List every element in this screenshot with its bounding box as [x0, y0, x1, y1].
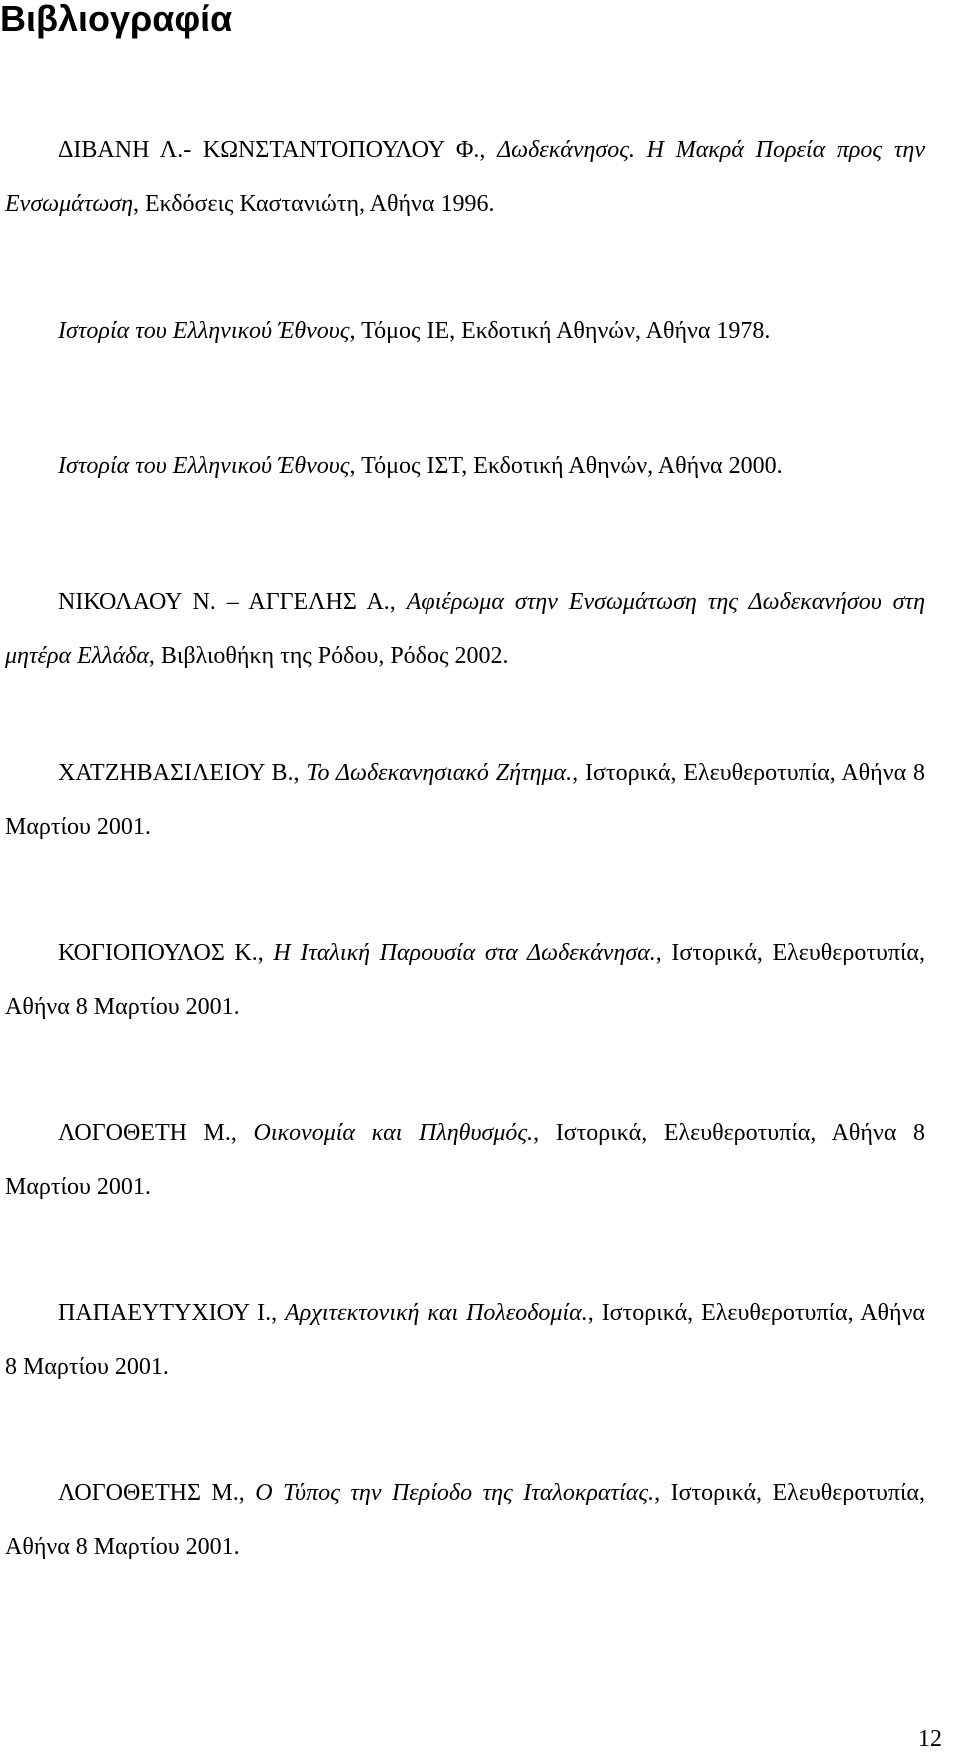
bibliography-entry-3 — [5, 439, 925, 493]
entry-details: , Εκδόσεις Καστανιώτη, Αθήνα 1996. — [133, 191, 495, 217]
bibliography-entry-1 — [5, 123, 925, 231]
bibliography-entry-2 — [5, 304, 925, 358]
entry-title: Η Ιταλική Παρουσία στα Δωδεκάνησα. — [273, 940, 656, 966]
bibliography-entry-5 — [5, 746, 925, 854]
entry-title: Ιστορία του Ελληνικού Έθνους — [58, 318, 350, 344]
entry-author: ΧΑΤΖΗΒΑΣΙΛΕΙΟΥ Β. — [58, 760, 294, 786]
entry-details: , Βιβλιοθήκη της Ρόδου, Ρόδος 2002. — [148, 643, 509, 669]
entry-separator: , — [238, 1480, 256, 1506]
entry-separator: , — [230, 1120, 254, 1146]
entry-author: ΛΟΓΟΘΕΤΗΣ Μ. — [58, 1480, 239, 1506]
bibliography-entry-8 — [5, 1286, 925, 1394]
entry-details: , Τόμος ΙΣΤ, Εκδοτική Αθηνών, Αθήνα 2000. — [349, 453, 783, 479]
entry-details: , Τόμος ΙΕ, Εκδοτική Αθηνών, Αθήνα 1978. — [349, 318, 771, 344]
entry-separator: , — [389, 589, 407, 615]
page-title: Βιβλιογραφία — [0, 0, 233, 39]
entry-title: Οικονομία και Πληθυσμός. — [253, 1120, 534, 1146]
entry-title: Το Δωδεκανησιακό Ζήτημα. — [306, 760, 573, 786]
entry-separator: , — [257, 940, 274, 966]
entry-author: ΝΙΚΟΛΑΟΥ Ν. – ΑΓΓΕΛΗΣ Α. — [58, 589, 390, 615]
entry-details: , Ιστορικά, Ελευθεροτυπία, Αθήνα 8 Μαρτίου 2001. — [5, 940, 925, 1020]
page-number: 12 — [918, 1726, 942, 1752]
bibliography-entry-7 — [5, 1106, 925, 1214]
entry-separator: , — [479, 137, 498, 163]
entry-separator: , — [293, 760, 307, 786]
entry-author: ΚΟΓΙΟΠΟΥΛΟΣ Κ. — [58, 940, 258, 966]
entry-title: Αφιέρωμα στην Ενσωμάτωση της Δωδεκανήσου στη μητέρα Ελλάδα — [5, 589, 925, 669]
entry-author: ΠΑΠΑΕΥΤΥΧΙΟΥ Ι. — [58, 1300, 272, 1326]
entry-details: , Ιστορικά, Ελευθεροτυπία, Αθήνα 8 Μαρτίου 2001. — [5, 760, 925, 840]
bibliography-entry-9 — [5, 1466, 925, 1574]
entry-title: Ιστορία του Ελληνικού Έθνους — [58, 453, 350, 479]
entry-author: ΔΙΒΑΝΗ Λ.- ΚΩΝΣΤΑΝΤΟΠΟΥΛΟΥ Φ. — [58, 137, 480, 163]
entry-details: , Ιστορικά, Ελευθεροτυπία, Αθήνα 8 Μαρτίου 2001. — [5, 1480, 926, 1560]
entry-details: , Ιστορικά, Ελευθεροτυπία, Αθήνα 8 Μαρτίου 2001. — [5, 1120, 926, 1200]
entry-separator: , — [271, 1300, 286, 1326]
bibliography-entry-4 — [5, 575, 925, 683]
bibliography-entry-6 — [5, 926, 925, 1034]
entry-title: Δωδεκάνησος. Η Μακρά Πορεία προς την Ενσωμάτωση — [5, 137, 925, 217]
entry-author: ΛΟΓΟΘΕΤΗ Μ. — [58, 1120, 231, 1146]
entry-title: Αρχιτεκτονική και Πολεοδομία. — [285, 1300, 588, 1326]
entry-title: Ο Τύπος την Περίοδο της Ιταλοκρατίας. — [255, 1480, 655, 1506]
entry-details: , Ιστορικά, Ελευθεροτυπία, Αθήνα 8 Μαρτίου 2001. — [5, 1300, 926, 1380]
